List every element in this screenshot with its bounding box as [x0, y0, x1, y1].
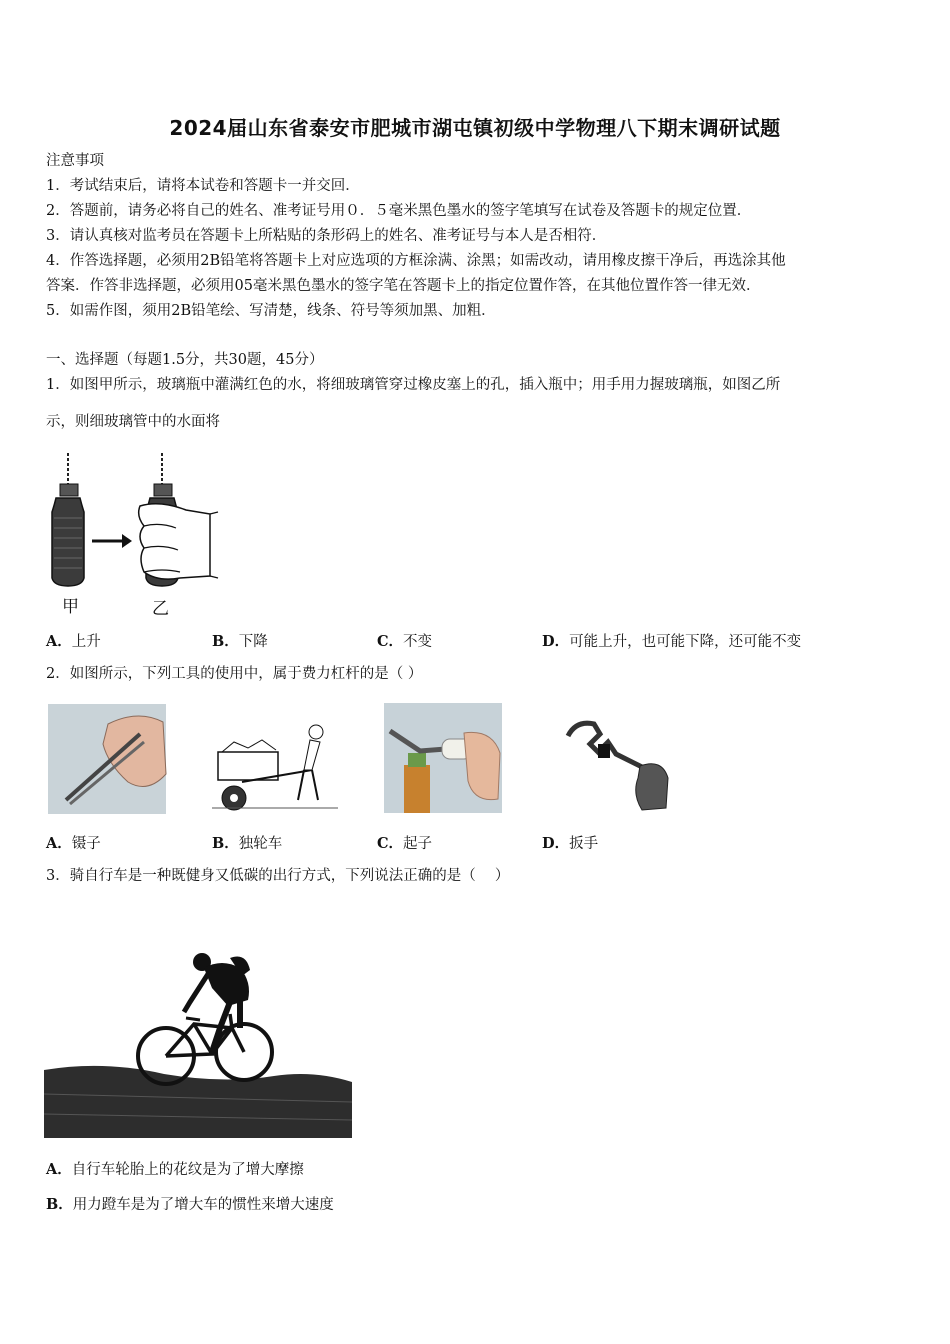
q1-option-c[interactable]: C．不变	[377, 633, 433, 650]
notice-item: 3．请认真核对监考员在答题卡上所粘贴的条形码上的姓名、准考证号与本人是否相符．	[46, 228, 607, 244]
wrench-image	[562, 718, 670, 810]
notice-heading: 注意事项	[46, 153, 104, 169]
notice-item: 2．答题前，请务必将自己的姓名、准考证号用０．５毫米黑色墨水的签字笔填写在试卷及答题卡的规定位置．	[46, 203, 752, 219]
notice-item: 1．考试结束后，请将本试卷和答题卡一并交回．	[46, 178, 360, 194]
wheelbarrow-image	[212, 722, 338, 814]
question-2-stem: 2．如图所示，下列工具的使用中，属于费力杠杆的是（ ）	[46, 666, 423, 682]
q2-option-b[interactable]: B．独轮车	[212, 835, 283, 852]
notice-item: 答案．作答非选择题，必须用05毫米黑色墨水的签字笔在答题卡上的指定位置作答，在其他位置作答一律无效．	[46, 278, 761, 294]
q2-option-d[interactable]: D．扳手	[542, 835, 599, 852]
q1-option-b[interactable]: B．下降	[212, 633, 268, 650]
tweezers-image	[48, 704, 166, 814]
cyclist-image	[44, 944, 352, 1138]
notice-item: 5．如需作图，须用2B铅笔绘、写清楚，线条、符号等须加黑、加粗．	[46, 303, 496, 319]
question-1-stem-cont: 示，则细玻璃管中的水面将	[46, 414, 220, 430]
bottle-opener-image	[384, 703, 502, 813]
question-3-stem: 3．骑自行车是一种既健身又低碳的出行方式，下列说法正确的是（ ）	[46, 868, 510, 884]
section-heading: 一、选择题（每题1.5分，共30题，45分）	[46, 352, 324, 368]
q2-option-a[interactable]: A．镊子	[46, 835, 101, 852]
q3-option-a[interactable]: A．自行车轮胎上的花纹是为了增大摩擦	[46, 1161, 304, 1178]
figure-label-yi: 乙	[152, 599, 169, 619]
figure-label-jia: 甲	[62, 597, 79, 617]
q2-option-c[interactable]: C．起子	[377, 835, 433, 852]
page-title: 2024届山东省泰安市肥城市湖屯镇初级中学物理八下期末调研试题	[169, 116, 781, 140]
q1-option-a[interactable]: A．上升	[46, 633, 101, 650]
q1-option-d[interactable]: D．可能上升，也可能下降，还可能不变	[542, 633, 802, 650]
notice-item: 4．作答选择题，必须用2B铅笔将答题卡上对应选项的方框涂满、涂黑；如需改动，请用橡皮擦干净后，再选涂其他	[46, 253, 786, 269]
question-1-stem: 1．如图甲所示，玻璃瓶中灌满红色的水，将细玻璃管穿过橡皮塞上的孔，插入瓶中；用手用力握玻璃瓶，如图乙所	[46, 377, 781, 393]
q3-option-b[interactable]: B．用力蹬车是为了增大车的惯性来增大速度	[46, 1196, 334, 1213]
